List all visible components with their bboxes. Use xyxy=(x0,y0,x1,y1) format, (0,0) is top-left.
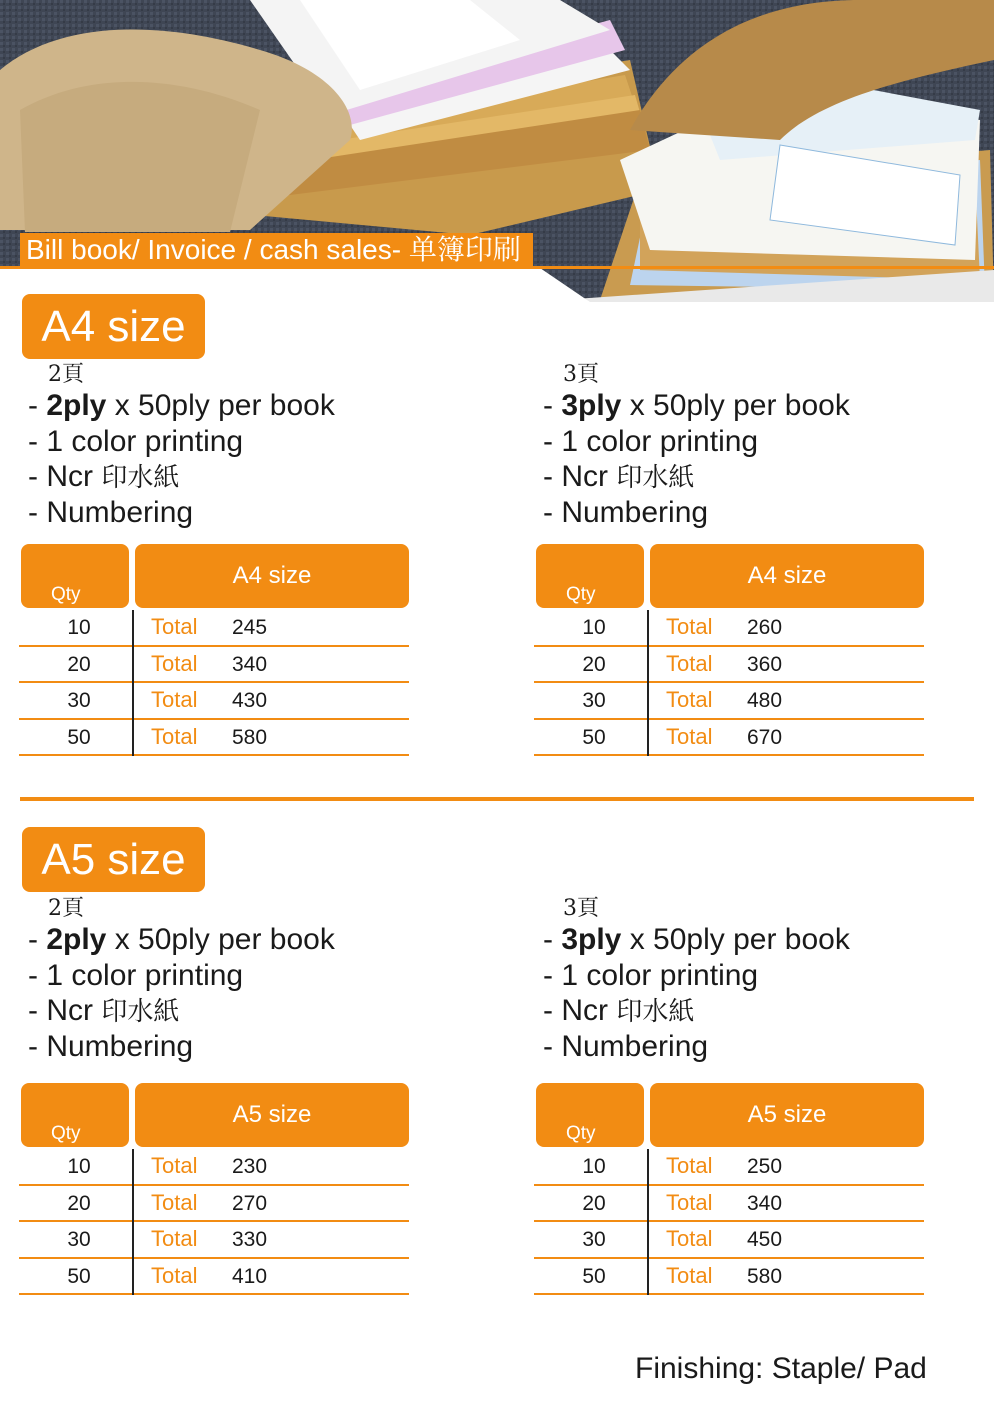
spec-ncr: - Ncr 印水紙 xyxy=(543,994,695,1027)
finishing-note: Finishing: Staple/ Pad xyxy=(635,1352,927,1385)
spec-list xyxy=(28,388,448,530)
spec-numbering: - Numbering xyxy=(28,495,194,529)
banner-divider xyxy=(0,266,994,269)
spec-ncr: - Ncr 印水紙 xyxy=(28,460,180,493)
spec-block-a4-2ply xyxy=(28,362,448,530)
qty-header: Qty xyxy=(21,1083,129,1147)
spec-color-printing: - 1 color printing xyxy=(543,958,759,992)
hero-photo xyxy=(0,0,994,302)
section-title-a4: A4 size xyxy=(22,294,205,359)
section-divider xyxy=(20,797,974,801)
size-header: A4 size xyxy=(135,544,409,608)
qty-header: Qty xyxy=(21,544,129,608)
table-row: 20 Total 340 xyxy=(19,647,409,684)
spec-ply: - 2ply x 50ply per book xyxy=(28,389,335,422)
table-row: 20 Total 270 xyxy=(19,1186,409,1223)
spec-ncr: - Ncr 印水紙 xyxy=(28,994,180,1027)
table-row: 30 Total 330 xyxy=(19,1222,409,1259)
spec-list xyxy=(543,922,963,1064)
table-row: 50 Total 670 xyxy=(534,720,924,757)
table-row: 50 Total 580 xyxy=(534,1259,924,1296)
pages-label: 2頁 xyxy=(48,896,84,921)
table-row: 50 Total 410 xyxy=(19,1259,409,1296)
spec-list xyxy=(543,388,963,530)
spec-color-printing: - 1 color printing xyxy=(543,424,759,458)
table-row: 20 Total 360 xyxy=(534,647,924,684)
pages-label: 2頁 xyxy=(48,362,84,387)
table-row: 10 Total 230 xyxy=(19,1149,409,1186)
spec-list xyxy=(28,922,448,1064)
table-row: 10 Total 245 xyxy=(19,610,409,647)
spec-numbering: - Numbering xyxy=(543,1029,709,1063)
size-header: A4 size xyxy=(650,544,924,608)
qty-header: Qty xyxy=(536,1083,644,1147)
table-row: 10 Total 260 xyxy=(534,610,924,647)
spec-block-a4-3ply xyxy=(543,362,963,530)
table-row: 20 Total 340 xyxy=(534,1186,924,1223)
qty-header: Qty xyxy=(536,544,644,608)
pages-label: 3頁 xyxy=(563,362,599,387)
spec-ply: - 2ply x 50ply per book xyxy=(28,923,335,956)
spec-numbering: - Numbering xyxy=(543,495,709,529)
spec-ncr: - Ncr 印水紙 xyxy=(543,460,695,493)
spec-ply: - 3ply x 50ply per book xyxy=(543,923,850,956)
spec-numbering: - Numbering xyxy=(28,1029,194,1063)
table-row: 30 Total 450 xyxy=(534,1222,924,1259)
pages-label: 3頁 xyxy=(563,896,599,921)
section-title-a5: A5 size xyxy=(22,827,205,892)
spec-block-a5-3ply xyxy=(543,896,963,1064)
table-row: 50 Total 580 xyxy=(19,720,409,757)
size-header: A5 size xyxy=(135,1083,409,1147)
spec-block-a5-2ply xyxy=(28,896,448,1064)
banner-title: Bill book/ Invoice / cash sales- 单簿印刷 xyxy=(20,233,533,267)
table-row: 30 Total 430 xyxy=(19,683,409,720)
size-header: A5 size xyxy=(650,1083,924,1147)
spec-color-printing: - 1 color printing xyxy=(28,958,244,992)
table-row: 30 Total 480 xyxy=(534,683,924,720)
spec-ply: - 3ply x 50ply per book xyxy=(543,389,850,422)
table-row: 10 Total 250 xyxy=(534,1149,924,1186)
spec-color-printing: - 1 color printing xyxy=(28,424,244,458)
